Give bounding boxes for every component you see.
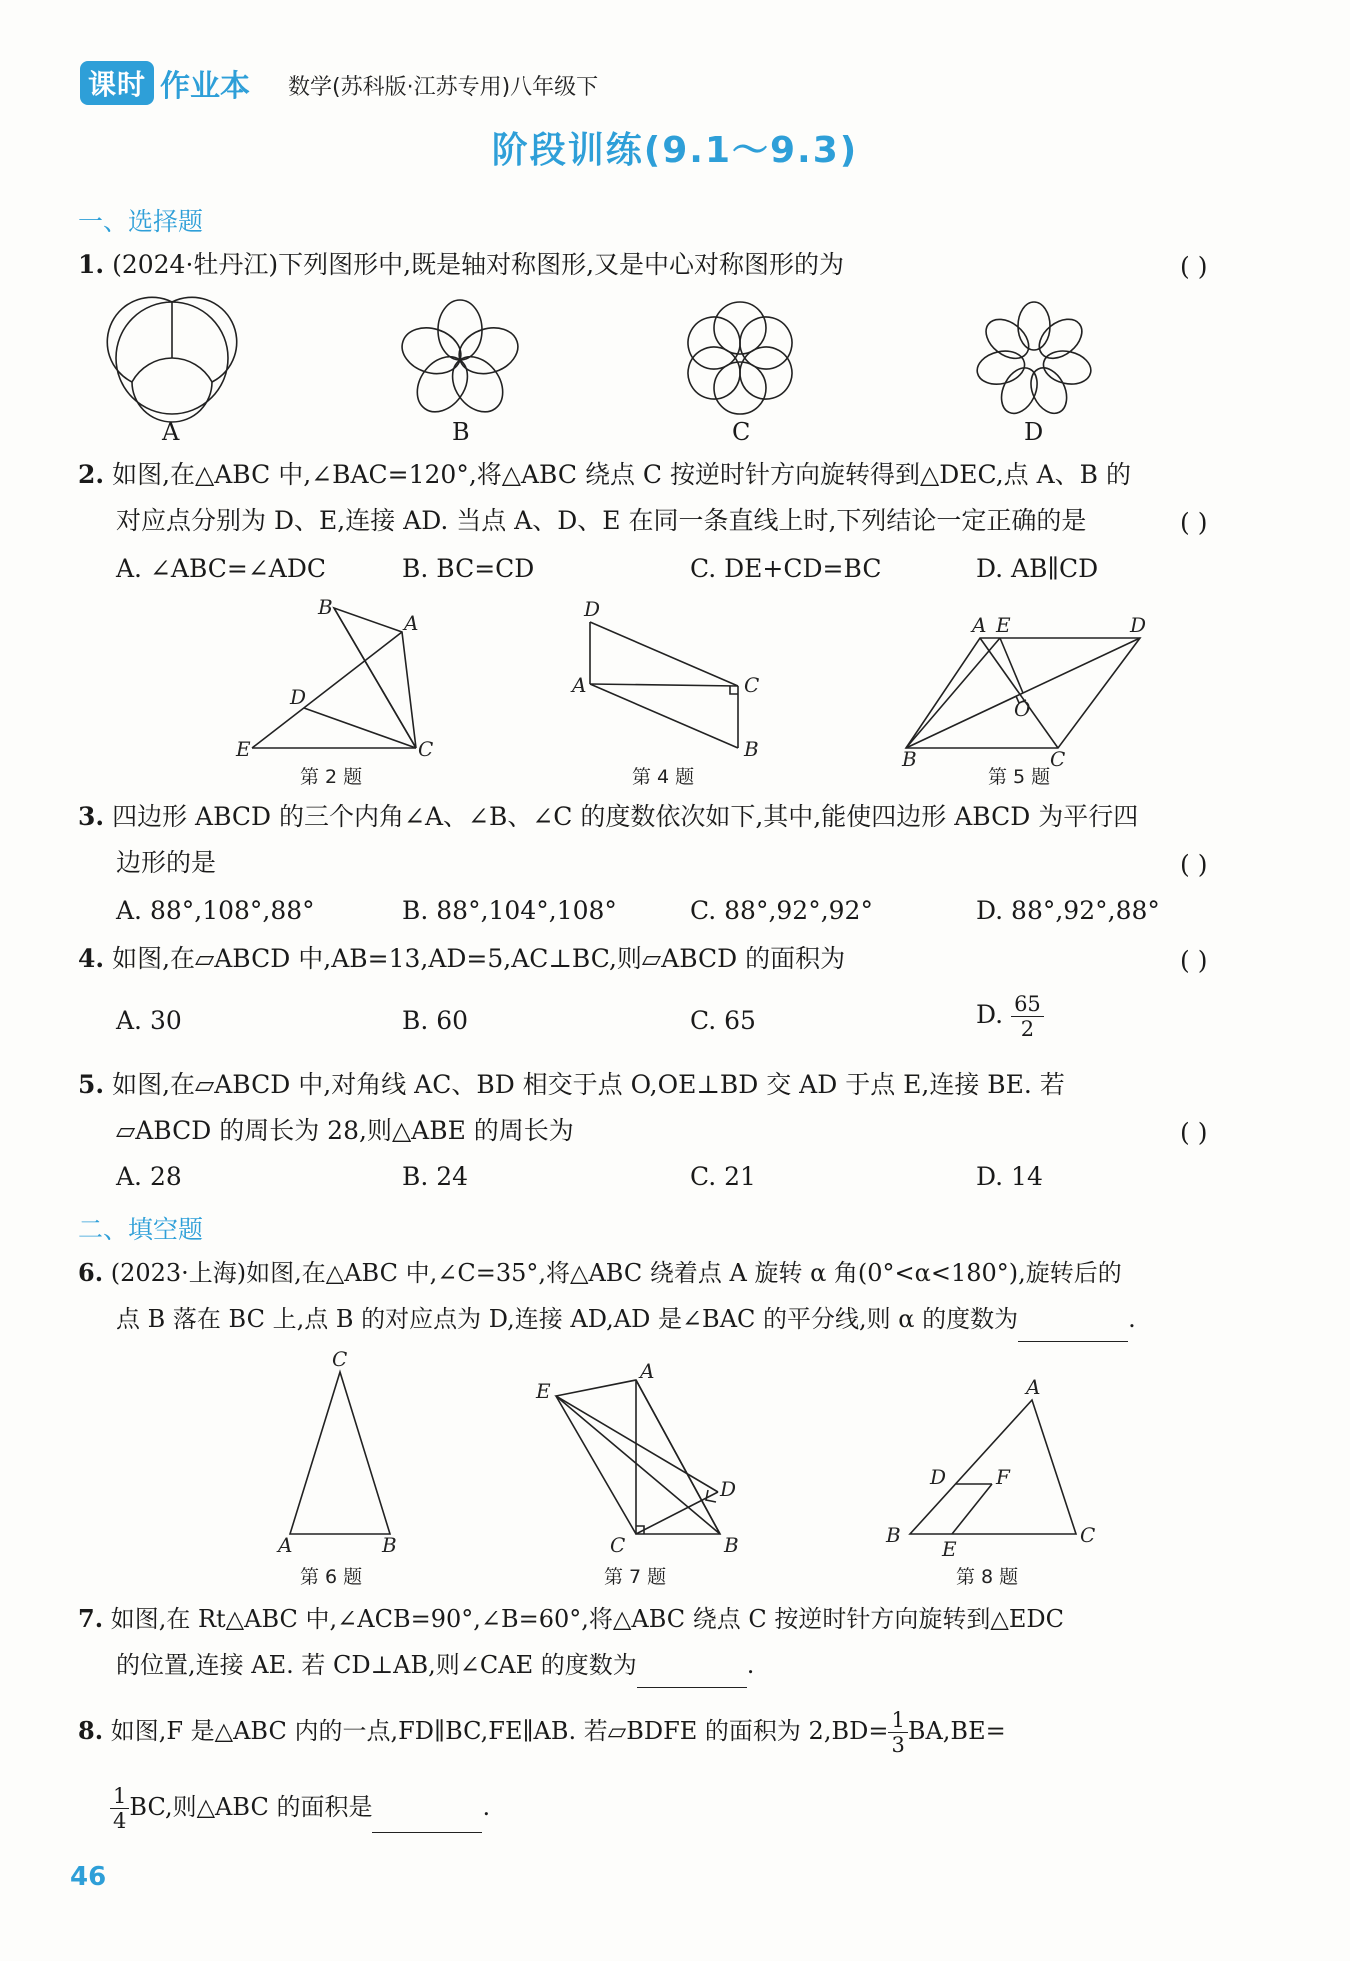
q7-line1: 如图,在 Rt△ABC 中,∠ACB=90°,∠B=60°,将△ABC 绕点 C 按逆时针方向旋转到△EDC	[110, 1605, 1064, 1633]
caption-q4: 第 4 题	[632, 766, 695, 788]
svg-text:D: D	[290, 685, 307, 709]
figure-q8	[880, 1375, 1110, 1561]
q6-end: .	[1128, 1305, 1136, 1333]
svg-text:C: C	[610, 1533, 626, 1557]
svg-text:O: O	[1014, 697, 1031, 721]
q8-fraction-1	[888, 1708, 907, 1757]
question-8	[78, 1708, 1006, 1757]
svg-text:A: A	[278, 1533, 293, 1557]
q1-label-d: D	[1024, 418, 1044, 446]
figure-q5	[890, 608, 1150, 771]
q1-answer-bracket: ( )	[1180, 252, 1208, 281]
q1-label-b: B	[452, 418, 470, 446]
q4-answer-bracket: ( )	[1180, 946, 1208, 975]
svg-text:A: A	[404, 611, 419, 635]
q5-option-d: D. 14	[976, 1162, 1043, 1191]
svg-text:B: B	[382, 1533, 397, 1557]
q8-line2	[110, 1784, 490, 1833]
q7-answer-blank[interactable]	[637, 1659, 747, 1688]
q1-figure-a	[112, 298, 232, 418]
page-title: 阶段训练(9.1～9.3)	[491, 130, 859, 171]
q8-answer-blank[interactable]	[372, 1804, 482, 1833]
svg-text:A: A	[640, 1359, 655, 1383]
svg-text:B: B	[886, 1523, 901, 1547]
q2-option-b: B. BC=CD	[402, 554, 535, 583]
q5-option-b: B. 24	[402, 1162, 469, 1191]
q5-option-a: A. 28	[116, 1162, 182, 1191]
q8-frac1-numerator: 1	[888, 1708, 907, 1733]
q6-line2: 点 B 落在 BC 上,点 B 的对应点为 D,连接 AD,AD 是∠BAC 的平分线,则 α 的度数为	[116, 1305, 1019, 1333]
question-5	[78, 1062, 1065, 1108]
q1-figure-b	[398, 296, 522, 420]
caption-q8: 第 8 题	[956, 1566, 1019, 1588]
question-4	[78, 936, 845, 982]
q3-number: 3.	[78, 802, 105, 831]
question-3	[78, 794, 1138, 840]
q3-line1: 四边形 ABCD 的三个内角∠A、∠B、∠C 的度数依次如下,其中,能使四边形 ABCD 为平行四	[112, 802, 1139, 831]
q8-frac2-numerator: 1	[110, 1784, 129, 1809]
header-logo	[80, 62, 250, 104]
q7-number: 7.	[78, 1604, 104, 1633]
svg-text:D: D	[930, 1465, 947, 1489]
q1-figure-c	[680, 298, 800, 418]
section-choice: 一、选择题	[78, 207, 204, 236]
section-fill: 二、填空题	[78, 1215, 204, 1244]
q1-label-c: C	[732, 418, 751, 446]
q1-label-a: A	[162, 418, 180, 446]
q8-part1: 如图,F 是△ABC 内的一点,FD∥BC,FE∥AB. 若▱BDFE 的面积为 2,BD=	[110, 1717, 889, 1745]
q7-line2: 的位置,连接 AE. 若 CD⊥AB,则∠CAE 的度数为	[116, 1651, 637, 1679]
q5-option-c: C. 21	[690, 1162, 756, 1191]
q4-text: 如图,在▱ABCD 中,AB=13,AD=5,AC⊥BC,则▱ABCD 的面积为	[112, 944, 846, 973]
svg-text:B: B	[724, 1533, 739, 1557]
q6-answer-blank[interactable]	[1018, 1313, 1128, 1342]
q5-line2: ▱ABCD 的周长为 28,则△ABE 的周长为	[116, 1116, 574, 1145]
svg-text:D: D	[584, 597, 601, 621]
svg-text:C: C	[1050, 747, 1066, 771]
q2-number: 2.	[78, 460, 105, 489]
q3-option-b: B. 88°,104°,108°	[402, 896, 617, 925]
q4-option-c: C. 65	[690, 1006, 756, 1035]
q3-answer-bracket: ( )	[1180, 850, 1208, 879]
svg-text:E: E	[536, 1379, 551, 1403]
q2-option-a: A. ∠ABC=∠ADC	[116, 554, 327, 583]
svg-text:B: B	[744, 737, 759, 761]
q2-option-c: C. DE+CD=BC	[690, 554, 882, 583]
page-number: 46	[70, 1862, 107, 1892]
q5-answer-bracket: ( )	[1180, 1118, 1208, 1147]
q6-number: 6.	[78, 1258, 104, 1287]
q3-option-d: D. 88°,92°,88°	[976, 896, 1160, 925]
q3-line2: 边形的是	[116, 848, 217, 877]
svg-text:C: C	[1080, 1523, 1096, 1547]
svg-text:B: B	[318, 595, 333, 619]
q8-fraction-2	[110, 1784, 129, 1833]
svg-text:D: D	[1130, 613, 1147, 637]
header-subject: 数学(苏科版·江苏专用)八年级下	[288, 75, 599, 100]
figure-q6	[270, 1348, 420, 1558]
q2-option-d: D. AB∥CD	[976, 554, 1099, 583]
q2-answer-bracket: ( )	[1180, 508, 1208, 537]
q2-line2: 对应点分别为 D、E,连接 AD. 当点 A、D、E 在同一条直线上时,下列结论一定正确的是	[116, 506, 1087, 535]
figure-q2	[230, 595, 450, 761]
q7-line2-wrap	[116, 1642, 754, 1688]
logo-highlight: 课时	[80, 61, 154, 105]
q4-option-b: B. 60	[402, 1006, 469, 1035]
svg-text:A: A	[972, 613, 987, 637]
question-6	[78, 1250, 1122, 1296]
caption-q2: 第 2 题	[300, 766, 363, 788]
figure-q7	[528, 1360, 768, 1560]
svg-text:E: E	[942, 1537, 957, 1561]
q8-end: .	[482, 1793, 491, 1821]
q7-end: .	[746, 1651, 755, 1679]
figure-q4	[572, 597, 772, 761]
q4-frac-denominator: 2	[1020, 1017, 1035, 1041]
q3-option-c: C. 88°,92°,92°	[690, 896, 873, 925]
q6-line1: (2023·上海)如图,在△ABC 中,∠C=35°,将△ABC 绕着点 A 旋转 α 角(0°<α<180°),旋转后的	[110, 1259, 1122, 1287]
svg-text:A: A	[572, 673, 587, 697]
svg-text:C: C	[332, 1347, 348, 1371]
q5-line1: 如图,在▱ABCD 中,对角线 AC、BD 相交于点 O,OE⊥BD 交 AD 于点 E,连接 BE. 若	[112, 1070, 1065, 1099]
question-1	[78, 242, 844, 288]
q8-number: 8.	[78, 1716, 104, 1745]
caption-q7: 第 7 题	[604, 1566, 667, 1588]
svg-text:E: E	[236, 737, 251, 761]
q8-frac1-denominator: 3	[891, 1733, 905, 1757]
q8-frac2-denominator: 4	[113, 1809, 127, 1833]
q1-figure-d	[970, 296, 1098, 420]
q2-line1: 如图,在△ABC 中,∠BAC=120°,将△ABC 绕点 C 按逆时针方向旋转得到△DEC,点 A、B 的	[112, 460, 1131, 489]
q1-number: 1.	[78, 250, 105, 279]
q4-number: 4.	[78, 944, 105, 973]
logo-text: 作业本	[160, 69, 251, 104]
svg-text:C: C	[418, 737, 434, 761]
svg-text:D: D	[720, 1477, 737, 1501]
svg-text:F: F	[996, 1465, 1010, 1489]
q4-option-d-label: D.	[976, 1000, 1004, 1029]
q3-option-a: A. 88°,108°,88°	[116, 896, 315, 925]
q8-part2: BA,BE=	[907, 1717, 1006, 1745]
svg-text:E: E	[996, 613, 1011, 637]
q4-option-d	[976, 992, 1044, 1041]
q1-text: (2024·牡丹江)下列图形中,既是轴对称图形,又是中心对称图形的为	[112, 250, 845, 279]
question-2	[78, 452, 1131, 498]
q4-option-a: A. 30	[116, 1006, 182, 1035]
q6-line2-wrap	[116, 1296, 1136, 1342]
caption-q6: 第 6 题	[300, 1566, 363, 1588]
svg-text:B: B	[902, 747, 917, 771]
caption-q5: 第 5 题	[988, 766, 1051, 788]
question-7	[78, 1596, 1064, 1642]
q5-number: 5.	[78, 1070, 105, 1099]
q4-frac-numerator: 65	[1011, 992, 1044, 1017]
q8-part3: BC,则△ABC 的面积是	[129, 1793, 373, 1821]
svg-text:A: A	[1026, 1375, 1041, 1399]
q4-option-d-fraction	[1011, 992, 1044, 1041]
svg-text:C: C	[744, 673, 760, 697]
